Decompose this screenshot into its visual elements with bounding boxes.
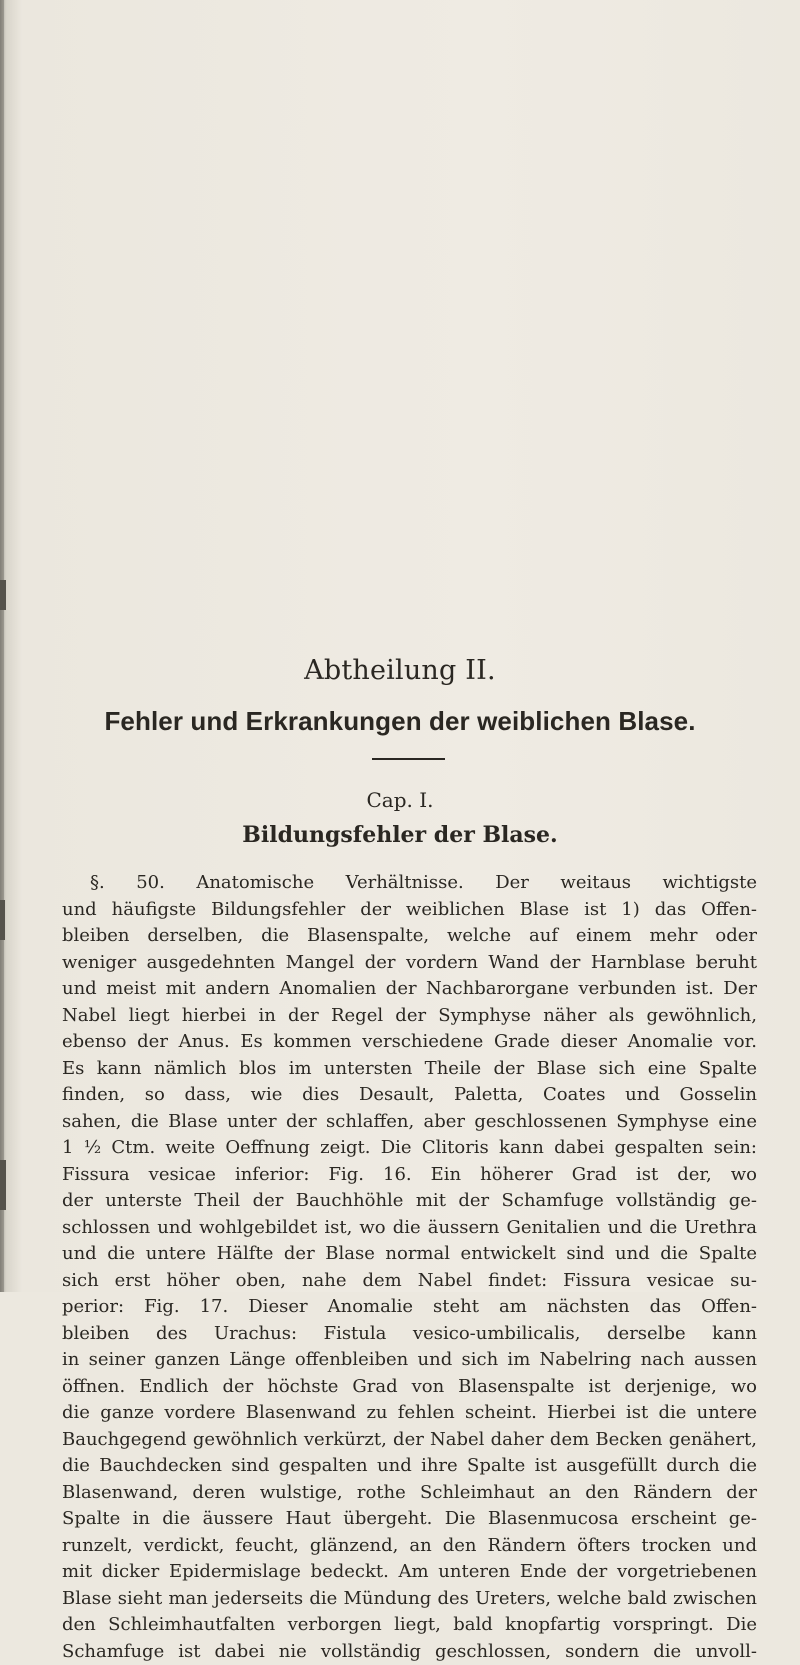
division-heading: Abtheilung II. xyxy=(0,655,800,686)
text-line: die Bauchdecken sind gespalten und ihre Spalte ist ausgefüllt durch die xyxy=(62,1453,757,1480)
text-line: Nabel liegt hierbei in der Regel der Symphyse näher als gewöhnlich, xyxy=(62,1003,757,1030)
section-title: Fehler und Erkrankungen der weiblichen Blase. xyxy=(0,706,800,737)
binding-mark xyxy=(0,900,5,940)
text-line: Spalte in die äussere Haut übergeht. Die Blasenmucosa erscheint ge- xyxy=(62,1506,757,1533)
binding-mark xyxy=(0,580,6,610)
text-line: und meist mit andern Anomalien der Nachbarorgane verbunden ist. Der xyxy=(62,976,757,1003)
text-line: Blasenwand, deren wulstige, rothe Schleimhaut an den Rändern der xyxy=(62,1480,757,1507)
text-line: weniger ausgedehnten Mangel der vordern Wand der Harnblase beruht xyxy=(62,950,757,977)
text-line: die ganze vordere Blasenwand zu fehlen scheint. Hierbei ist die untere xyxy=(62,1400,757,1427)
text-line: Bauchgegend gewöhnlich verkürzt, der Nabel daher dem Becken genähert, xyxy=(62,1427,757,1454)
text-line: finden, so dass, wie dies Desault, Paletta, Coates und Gosselin xyxy=(62,1082,757,1109)
chapter-number: Cap. I. xyxy=(0,788,800,812)
title-rule xyxy=(372,758,445,760)
text-line: schlossen und wohlgebildet ist, wo die äussern Genitalien und die Urethra xyxy=(62,1215,757,1242)
binding-edge xyxy=(0,0,4,1292)
text-line: mit dicker Epidermislage bedeckt. Am unteren Ende der vorgetriebenen xyxy=(62,1559,757,1586)
text-line: und häufigste Bildungsfehler der weiblichen Blase ist 1) das Offen- xyxy=(62,897,757,924)
text-line: Es kann nämlich blos im untersten Theile der Blase sich eine Spalte xyxy=(62,1056,757,1083)
text-line: bleiben des Urachus: Fistula vesico-umbilicalis, derselbe kann xyxy=(62,1321,757,1348)
text-line: in seiner ganzen Länge offenbleiben und sich im Nabelring nach aussen xyxy=(62,1347,757,1374)
body-text xyxy=(62,870,757,1665)
text-line: sich erst höher oben, nahe dem Nabel findet: Fissura vesicae su- xyxy=(62,1268,757,1295)
text-line: sahen, die Blase unter der schlaffen, aber geschlossenen Symphyse eine xyxy=(62,1109,757,1136)
text-line: ebenso der Anus. Es kommen verschiedene Grade dieser Anomalie vor. xyxy=(62,1029,757,1056)
text-line: §. 50. Anatomische Verhältnisse. Der weitaus wichtigste xyxy=(62,870,757,897)
text-line: den Schleimhautfalten verborgen liegt, bald knopfartig vorspringt. Die xyxy=(62,1612,757,1639)
text-line: Schamfuge ist dabei nie vollständig geschlossen, sondern die unvoll- xyxy=(62,1639,757,1665)
text-line: runzelt, verdickt, feucht, glänzend, an den Rändern öfters trocken und xyxy=(62,1533,757,1560)
text-line: perior: Fig. 17. Dieser Anomalie steht am nächsten das Offen- xyxy=(62,1294,757,1321)
text-line: der unterste Theil der Bauchhöhle mit der Schamfuge vollständig ge- xyxy=(62,1188,757,1215)
text-line: und die untere Hälfte der Blase normal entwickelt sind und die Spalte xyxy=(62,1241,757,1268)
text-line: 1 ½ Ctm. weite Oeffnung zeigt. Die Clitoris kann dabei gespalten sein: xyxy=(62,1135,757,1162)
text-line: Blase sieht man jederseits die Mündung des Ureters, welche bald zwischen xyxy=(62,1586,757,1613)
chapter-title: Bildungsfehler der Blase. xyxy=(0,822,800,848)
text-line: bleiben derselben, die Blasenspalte, welche auf einem mehr oder xyxy=(62,923,757,950)
text-line: Fissura vesicae inferior: Fig. 16. Ein höherer Grad ist der, wo xyxy=(62,1162,757,1189)
text-line: öffnen. Endlich der höchste Grad von Blasenspalte ist derjenige, wo xyxy=(62,1374,757,1401)
binding-mark xyxy=(0,1160,6,1210)
